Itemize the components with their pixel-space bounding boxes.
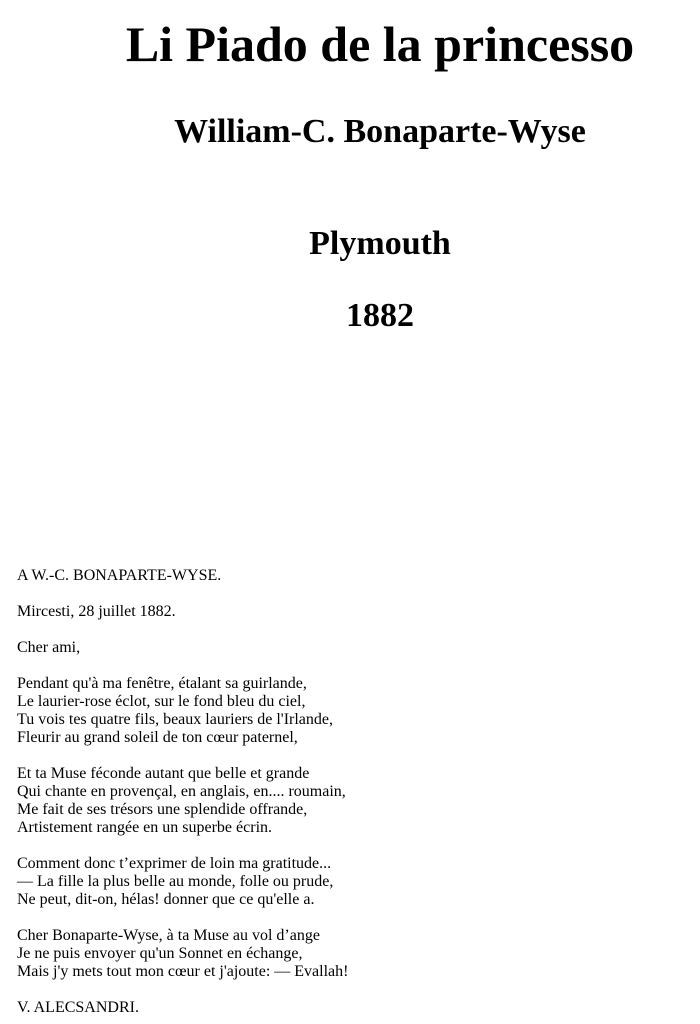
stanza <box>17 675 677 747</box>
stanza <box>17 855 677 909</box>
author-name: William-C. Bonaparte-Wyse <box>174 113 586 150</box>
book-title: Li Piado de la princesso <box>125 16 635 72</box>
verse-line: Ne peut, dit-on, hélas! donner que ce qu'elle a. <box>17 891 315 908</box>
verse-line: Cher Bonaparte-Wyse, à ta Muse au vol d’ange <box>17 927 320 944</box>
dedication: A W.-C. BONAPARTE-WYSE. <box>17 567 222 584</box>
stanza <box>17 927 677 981</box>
verse-line: Je ne puis envoyer qu'un Sonnet en échange, <box>17 945 303 962</box>
verse-line: Pendant qu'à ma fenêtre, étalant sa guirlande, <box>17 675 307 692</box>
verse-line: Comment donc t’exprimer de loin ma gratitude... <box>17 855 332 872</box>
verse-line: Mais j'y mets tout mon cœur et j'ajoute: — Evallah! <box>17 963 349 980</box>
stanza <box>17 765 677 837</box>
verse-line: Le laurier-rose éclot, sur le fond bleu du ciel, <box>17 693 306 710</box>
verse-line: Fleurir au grand soleil de ton cœur paternel, <box>17 729 298 746</box>
verse-line: Et ta Muse féconde autant que belle et grande <box>17 765 310 782</box>
publication-year: 1882 <box>346 297 414 334</box>
publication-place: Plymouth <box>309 225 451 262</box>
dateline: Mircesti, 28 juillet 1882. <box>17 603 176 620</box>
salutation: Cher ami, <box>17 639 81 656</box>
verse-line: Tu vois tes quatre fils, beaux lauriers de l'Irlande, <box>17 711 333 728</box>
signature: V. ALECSANDRI. <box>17 999 139 1016</box>
verse-line: Me fait de ses trésors une splendide offrande, <box>17 801 308 818</box>
letter-body <box>17 567 677 1017</box>
verse-line: Qui chante en provençal, en anglais, en.... roumain, <box>17 783 346 800</box>
verse-line: — La fille la plus belle au monde, folle ou prude, <box>17 873 334 890</box>
verse-line: Artistement rangée en un superbe écrin. <box>17 819 273 836</box>
